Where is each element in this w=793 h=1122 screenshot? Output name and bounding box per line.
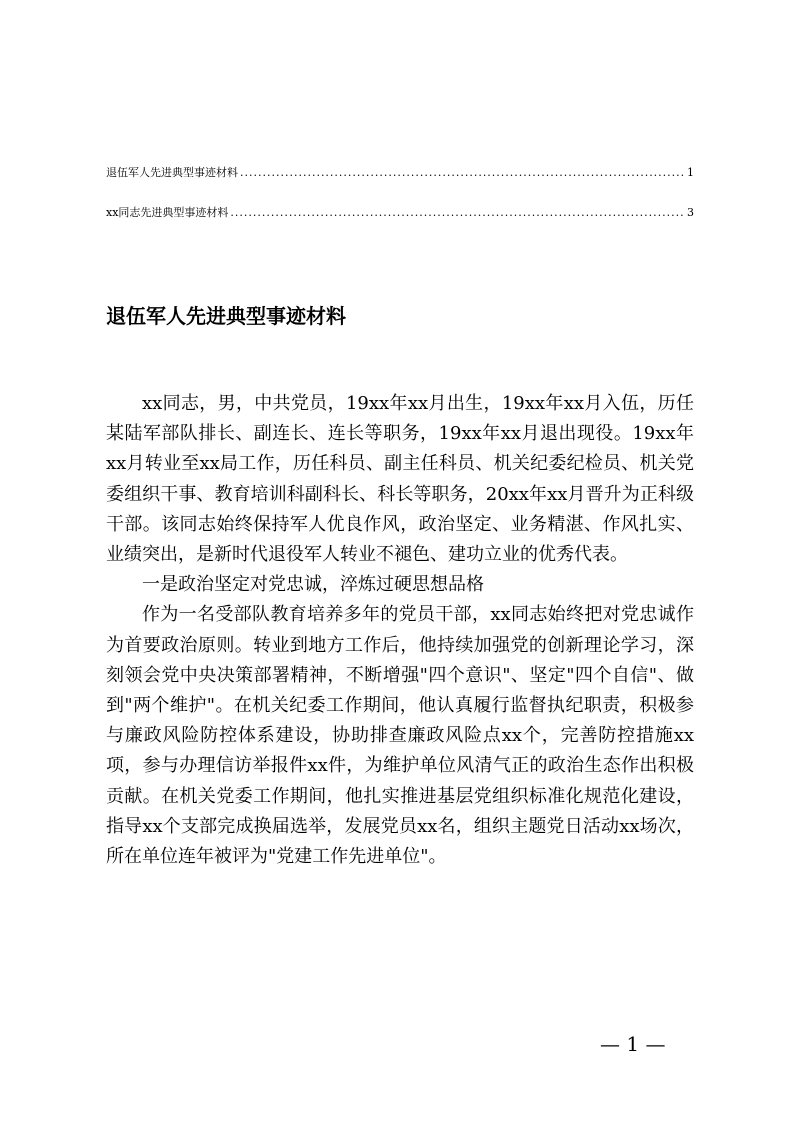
toc-entry-title: 退伍军人先进典型事迹材料 — [106, 166, 238, 179]
toc-entry-title: xx同志先进典型事迹材料 — [106, 206, 229, 219]
body-paragraph: 作为一名受部队教育培养多年的党员干部，xx同志始终把对党忠诚作为首要政治原则。转业到地方工作后，他持续加强党的创新理论学习，深刻领会党中央决策部署精神，不断增强"四个意识"、坚定"四个自信"、做到"两个维护"。在机关纪委工作期间，他认真履行监督执纪职责，积极参与廉政风险防控体系建设，协助排查廉政风险点xx个，完善防控措施xx项，参与办理信访举报件xx件，为维护单位风清气正的政治生态作出积极贡献。在机关党委工作期间，他扎实推进基层党组织标准化规范化建设，指导xx个支部完成换届选举，发展党员xx名，组织主题党日活动xx场次，所在单位连年被评为"党建工作先进单位"。 — [106, 604, 694, 868]
section-heading: 退伍军人先进典型事迹材料 — [106, 304, 346, 329]
body-paragraph: xx同志，男，中共党员，19xx年xx月出生，19xx年xx月入伍，历任某陆军部队排长、副连长、连长等职务，19xx年xx月退出现役。19xx年xx月转业至xx局工作，历任科员、副主任科员、机关纪委纪检员、机关党委组织干事、教育培训科副科长、科长等职务，20xx年xx月晋升为正科级干部。该同志始终保持军人优良作风，政治坚定、业务精湛、作风扎实、业绩突出，是新时代退役军人转业不褪色、建功立业的优秀代表。 — [106, 393, 694, 566]
toc-dot-leader — [230, 206, 685, 220]
toc-entry-page: 3 — [687, 206, 694, 219]
toc-entry[interactable] — [106, 206, 694, 220]
section-subheading: 一是政治坚定对党忠诚，淬炼过硬思想品格 — [142, 574, 484, 596]
page-number: — 1 — — [600, 1032, 666, 1056]
toc-entry-page: 1 — [687, 166, 694, 179]
toc-entry[interactable] — [106, 166, 694, 180]
toc-dot-leader — [240, 166, 685, 180]
document-body — [106, 389, 694, 872]
